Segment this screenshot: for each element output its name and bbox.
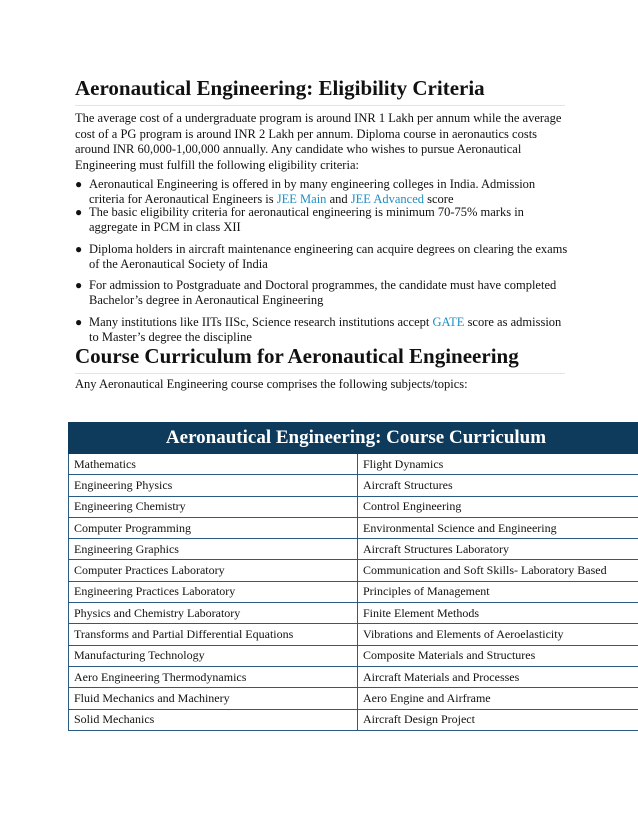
jee-main-link[interactable]: JEE Main [276, 192, 327, 206]
eligibility-intro: The average cost of a undergraduate program is around INR 1 Lakh per annum while the average cost of a PG program is around INR 2 Lakh per annum. Diploma course in aeronautics costs around INR 60,000-1,00,000 annually. Any candidate who wishes to pursue Aeronautical Engineering must fulfill the following eligibility criteria: [75, 111, 562, 172]
list-item: ● The basic eligibility criteria for aeronautical engineering is minimum 70-75% marks in aggregate in PCM in class XII [75, 205, 524, 234]
table-cell: Engineering Graphics [69, 539, 358, 560]
gate-link[interactable]: GATE [432, 315, 465, 329]
curriculum-table [68, 422, 638, 731]
table-cell: Aircraft Materials and Processes [358, 666, 638, 687]
table-cell: Engineering Chemistry [69, 496, 358, 517]
list-item: ● Diploma holders in aircraft maintenance engineering can acquire degrees on clearing the exams of the Aeronautical Society of India [75, 242, 568, 271]
curriculum-intro: Any Aeronautical Engineering course comprises the following subjects/topics: [75, 377, 468, 391]
table-row [69, 475, 638, 496]
jee-advanced-link[interactable]: JEE Advanced [350, 192, 424, 206]
table-cell: Manufacturing Technology [69, 645, 358, 666]
table-header: Aeronautical Engineering: Course Curriculum [69, 423, 638, 454]
bullet-icon: ● [75, 278, 83, 292]
table-cell: Aircraft Design Project [358, 709, 638, 730]
table-cell: Aero Engineering Thermodynamics [69, 666, 358, 687]
table-row [69, 560, 638, 581]
table-cell: Aero Engine and Airframe [358, 688, 638, 709]
list-item: ● For admission to Postgraduate and Doctoral programmes, the candidate must have completed Bachelor’s degree in Aeronautical Engineering [75, 278, 557, 307]
bullet-icon: ● [75, 315, 83, 329]
table-cell: Physics and Chemistry Laboratory [69, 603, 358, 624]
table-row [69, 624, 638, 645]
table-cell: Aircraft Structures Laboratory [358, 539, 638, 560]
table-row [69, 709, 638, 730]
table-cell: Communication and Soft Skills- Laboratory Based [358, 560, 638, 581]
list-item: ● Aeronautical Engineering is offered in by many engineering colleges in India. Admission criteria for Aeronautical Engineers is JEE Main and JEE Advanced score [75, 177, 536, 206]
bullet-icon: ● [75, 242, 83, 256]
eligibility-heading: Aeronautical Engineering: Eligibility Criteria [75, 76, 485, 100]
heading-divider [75, 105, 565, 106]
heading-divider [75, 373, 565, 374]
table-cell: Aircraft Structures [358, 475, 638, 496]
table-row [69, 688, 638, 709]
table-cell: Solid Mechanics [69, 709, 358, 730]
table-cell: Flight Dynamics [358, 454, 638, 475]
table-cell: Control Engineering [358, 496, 638, 517]
table-cell: Composite Materials and Structures [358, 645, 638, 666]
table-cell: Fluid Mechanics and Machinery [69, 688, 358, 709]
table-cell: Principles of Management [358, 581, 638, 602]
table-cell: Transforms and Partial Differential Equations [69, 624, 358, 645]
table-row [69, 539, 638, 560]
table-row [69, 517, 638, 538]
table-row [69, 666, 638, 687]
table-cell: Computer Practices Laboratory [69, 560, 358, 581]
bullet-icon: ● [75, 205, 83, 219]
table-cell: Engineering Practices Laboratory [69, 581, 358, 602]
table-row [69, 581, 638, 602]
table-cell: Vibrations and Elements of Aeroelasticity [358, 624, 638, 645]
table-cell: Finite Element Methods [358, 603, 638, 624]
list-item: ● Many institutions like IITs IISc, Science research institutions accept GATE score as admission to Master’s degree the discipline [75, 315, 562, 344]
table-cell: Environmental Science and Engineering [358, 517, 638, 538]
curriculum-heading: Course Curriculum for Aeronautical Engineering [75, 344, 519, 368]
table-row [69, 496, 638, 517]
table-row [69, 454, 638, 475]
table-cell: Computer Programming [69, 517, 358, 538]
table-cell: Mathematics [69, 454, 358, 475]
table-row [69, 645, 638, 666]
table-cell: Engineering Physics [69, 475, 358, 496]
bullet-icon: ● [75, 177, 83, 191]
table-row [69, 603, 638, 624]
